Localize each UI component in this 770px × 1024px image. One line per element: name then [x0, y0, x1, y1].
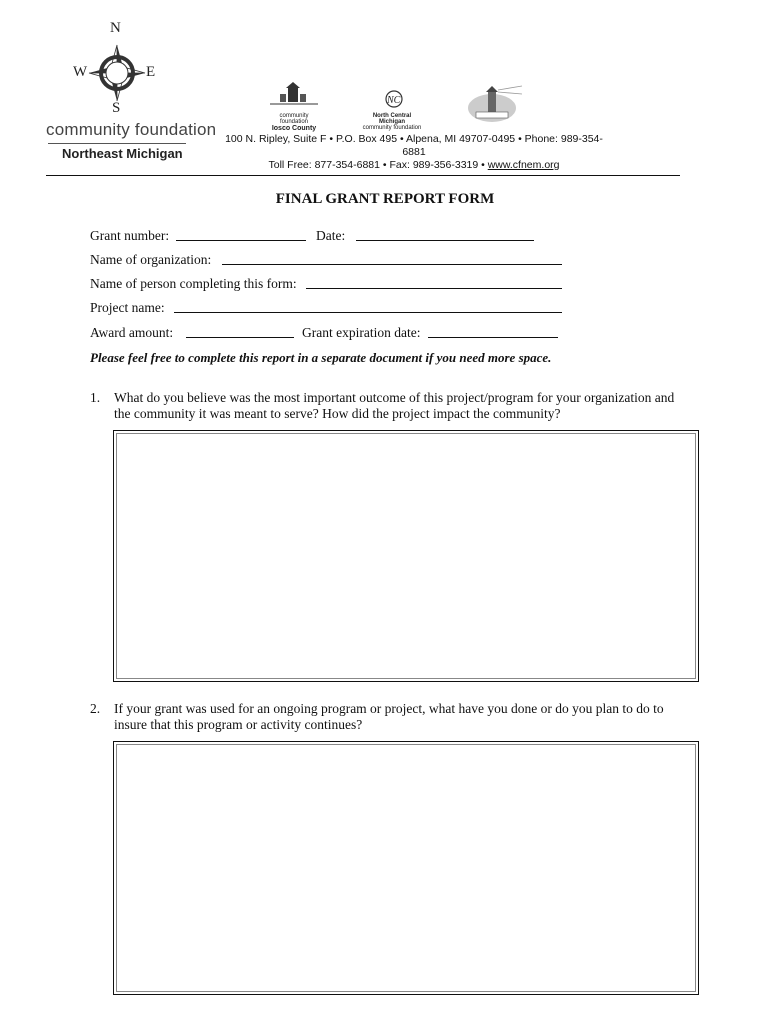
north-central-michigan-logo	[362, 90, 422, 131]
lighthouse-logo	[462, 84, 526, 124]
compass-n-letter: N	[110, 20, 121, 36]
date-label: Date:	[316, 228, 346, 243]
project-name-field[interactable]	[174, 312, 562, 313]
address-line1: 100 N. Ripley, Suite F • P.O. Box 495 • Alpena, MI 49707-0495 • Phone: 989-354-6881	[225, 133, 603, 158]
question-1-text: What do you believe was the most important outcome of this project/program for your organization and the community it was meant to serve? How did the project impact the community?	[114, 390, 675, 421]
instruction-note: Please feel free to complete this report in a separate document if you need more space.	[90, 350, 552, 365]
question-1-number: 1.	[90, 390, 101, 405]
contact-address	[214, 133, 614, 172]
logo-divider	[48, 143, 186, 144]
question-1	[90, 390, 690, 422]
logo-community-foundation: community foundation	[46, 120, 217, 139]
iosco-line1: community foundation	[279, 113, 309, 125]
award-amount-field[interactable]	[186, 337, 294, 338]
form-title: FINAL GRANT REPORT FORM	[275, 191, 495, 207]
compass-e-letter: E	[146, 64, 156, 80]
grant-number-field[interactable]	[176, 240, 306, 241]
address-line2	[214, 159, 614, 172]
answer-box-2[interactable]	[113, 741, 699, 995]
ncm-line2: community foundation	[362, 125, 422, 131]
person-label: Name of person completing this form:	[90, 276, 297, 291]
iosco-county-logo	[266, 82, 322, 132]
address-contact-numbers: Toll Free: 877-354-6881 • Fax: 989-356-3319 •	[268, 159, 488, 171]
logo-northeast-michigan: Northeast Michigan	[62, 146, 183, 161]
answer-box-1[interactable]	[113, 430, 699, 682]
ncm-line1: North Central Michigan	[372, 113, 412, 125]
question-2-text: If your grant was used for an ongoing program or project, what have you done or do you plan to do to insure that this program or activity continues?	[114, 701, 664, 732]
iosco-line2: Iosco County	[271, 125, 317, 132]
grant-number-label: Grant number:	[90, 228, 170, 243]
project-name-label: Project name:	[90, 300, 165, 315]
question-2-number: 2.	[90, 701, 101, 716]
header-rule	[46, 175, 680, 176]
website-link[interactable]: www.cfnem.org	[487, 159, 560, 171]
question-2	[90, 701, 690, 733]
svg-text:NC: NC	[387, 95, 401, 106]
organization-field[interactable]	[222, 264, 562, 265]
expiration-label: Grant expiration date:	[302, 325, 421, 340]
organization-label: Name of organization:	[90, 252, 212, 267]
award-amount-label: Award amount:	[90, 325, 174, 340]
person-field[interactable]	[306, 288, 562, 289]
compass-s-letter: S	[112, 100, 121, 116]
date-field[interactable]	[356, 240, 534, 241]
expiration-field[interactable]	[428, 337, 558, 338]
compass-w-letter: W	[73, 64, 88, 80]
